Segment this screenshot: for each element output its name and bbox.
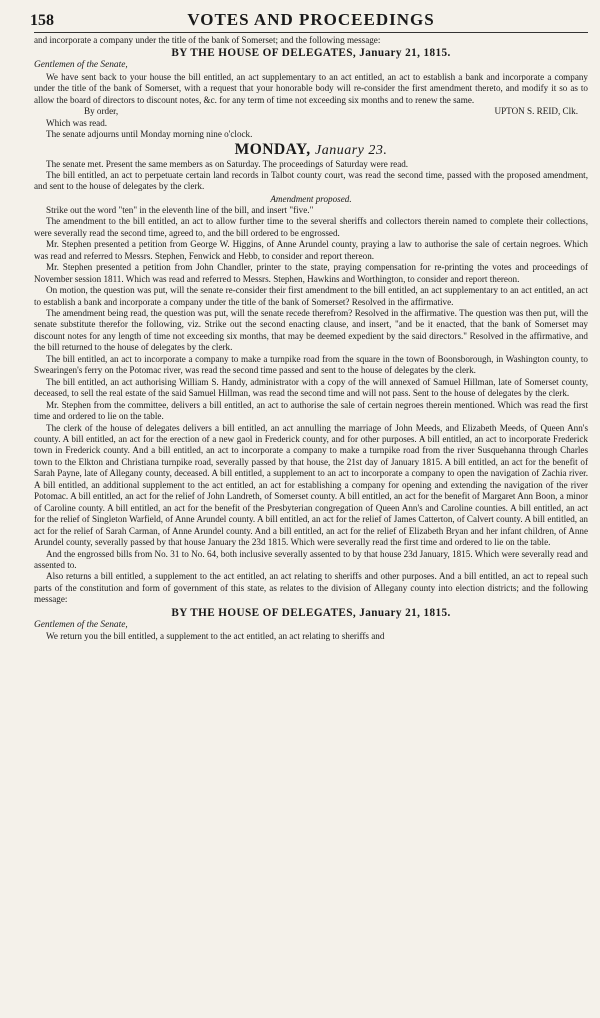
paragraph: And the engrossed bills from No. 31 to No. 64, both inclusive severally assented to by that house 23d January, 1815. Which were severally read and assented to. <box>34 548 588 570</box>
amendment-subheading: Amendment proposed. <box>270 193 352 204</box>
paragraph: and incorporate a company under the title of the bank of Somerset; and the following message: <box>34 35 381 45</box>
signature-name: UPTON S. REID, Clk. <box>494 106 578 117</box>
paragraph: Mr. Stephen presented a petition from John Chandler, printer to the state, praying compensation for re-printing the votes and proceedings of November session 1811. Which was read and referred to Messrs. Stephen, Hawkins and Worthington, to consider and report thereon. <box>34 262 588 284</box>
paragraph: We return you the bill entitled, a supplement to the act entitled, an act relating to sheriffs and <box>46 631 385 642</box>
paragraph: The amendment to the bill entitled, an act to allow further time to the several sheriffs and collectors therein named to complete their collections, were severally read the second time, agreed to, and the bill ordered to be engrossed. <box>34 216 588 238</box>
paragraph: Mr. Stephen from the committee, delivers a bill entitled, an act to authorise the sale of certain negroes therein mentioned. Which was read the first time and ordered to lie on the table. <box>34 399 588 422</box>
salutation: Gentlemen of the Senate, <box>34 619 128 630</box>
page-number: 158 <box>30 12 54 29</box>
signature-order: By order, <box>84 106 119 117</box>
paragraph: Strike out the word "ten" in the eleventh line of the bill, and insert "five." <box>46 204 314 215</box>
paragraph: Mr. Stephen presented a petition from George W. Higgins, of Anne Arundel county, praying a law to authorise the sale of certain negroes. Which was read and referred to Messrs. Stephen, Fenwick and Hebb, to consider and report thereon. <box>34 239 588 261</box>
day-heading <box>34 141 588 159</box>
salutation: Gentlemen of the Senate, <box>34 60 128 71</box>
day-date: January 23. <box>314 142 388 158</box>
running-title: VOTES AND PROCEEDINGS <box>187 10 435 29</box>
paragraph: We have sent back to your house the bill entitled, an act supplementary to an act entitled, an act to establish a bank and incorporate a company under the title of the bank of Somerset, with a request that your honorable body will re-consider the first amendment thereto, and modify it so as to allow the board of directors to discount notes, &c. for any term of time not exceeding six months and to renew the same. <box>34 71 588 105</box>
body-text <box>34 35 588 643</box>
paragraph: Which was read. <box>46 117 108 128</box>
paragraph: The bill entitled, an act authorising William S. Handy, administrator with a copy of the will annexed of Samuel Hillman, late of Somerset county, deceased, to sell the real estate of the said Samuel Hillman, was read the second time and will not pass. Sent to the house of delegates by the clerk. <box>34 376 588 399</box>
paragraph: The clerk of the house of delegates delivers a bill entitled, an act annulling the marriage of John Meeds, and Elizabeth Meeds, of Queen Ann's county. A bill entitled, an act for the erection of a new gaol in Frederick county, and for other purposes. A bill entitled, an act to incorporate Frederick town in Frederick county. And a bill entitled, an act to incorporate a company to make a turnpike road from the river Susquehanna through Charles town to the Elkton and Christiana turnpike road, severally passed by that house, the 21st day of January 1815. A bill entitled, an act for the benefit of Sarah Payne, late of Allegany county, deceased. A bill entitled, a supplement to an act to incorporate a company to open the navigation of Zachia river. A bill entitled, an additional supplement to the act entitled, an act for establishing a company for opening and extending the navigation of the river Potomac. A bill entitled, an act for the relief of John Landreth, of Somerset county. A bill entitled, an act for the benefit of Margaret Ann Boon, a minor of Caroline county. A bill entitled, an act for the benefit of the Presbyterian congregation of Queen Ann's and Caroline counties. A bill entitled, an act for the relief of Singleton Warfield, of Anne Arundel county. A bill entitled, an act for the relief of James Catterton, of Calvert county. A bill entitled, an act for the relief of Sarah Carman, of Anne Arundel county. And a bill entitled, an act for the relief of Elizabeth Bryan and her infant children, of Anne Arundel county, severally passed by that house January the 23d 1815. Which were severally read the first time and ordered to lie on the table. <box>34 422 588 548</box>
message-heading: BY THE HOUSE OF DELEGATES, January 21, 1815. <box>171 606 451 619</box>
message-heading: BY THE HOUSE OF DELEGATES, January 21, 1815. <box>171 47 451 60</box>
paragraph: The senate met. Present the same members as on Saturday. The proceedings of Saturday were read. <box>46 158 409 169</box>
paragraph: Also returns a bill entitled, a supplement to the act entitled, an act relating to sheriffs and other purposes. And a bill entitled, an act to repeal such parts of the constitution and form of government of this state, as relates to the division of Allegany county into election districts; and the following message: <box>34 571 588 605</box>
signature-line <box>34 106 588 117</box>
day-name: MONDAY, <box>234 140 311 158</box>
paragraph: The bill entitled, an act to incorporate a company to make a turnpike road from the square in the town of Boonsborough, in Washington county, to Swearingen's ferry on the Potomac river, was read the second time passed and sent to the house of delegates by the clerk. <box>34 353 588 376</box>
paragraph: On motion, the question was put, will the senate re-consider their first amendment to the bill entitled, an act supplementary to an act entitled, an act to establish a bank and incorporate a company under the title of the bank of Somerset? Resolved in the affirmative. <box>34 285 588 307</box>
paragraph: The senate adjourns until Monday morning nine o'clock. <box>46 129 253 140</box>
page-header <box>30 10 588 33</box>
paragraph: The bill entitled, an act to perpetuate certain land records in Talbot county court, was read the second time, passed with the proposed amendment, and sent to the house of delegates by the clerk. <box>34 170 588 192</box>
paragraph: The amendment being read, the question was put, will the senate recede therefrom? Resolved in the affirmative. The question was then put, will the senate substitute therefor the following, viz. Strike out the second enacting clause, and insert, "and be it enacted, that the bank of Somerset may discount notes for any length of time not exceeding six months, that may be deemed expedient by the said directors." Resolved in the affirmative, and the bill returned to the house of delegates by the clerk. <box>34 308 588 353</box>
